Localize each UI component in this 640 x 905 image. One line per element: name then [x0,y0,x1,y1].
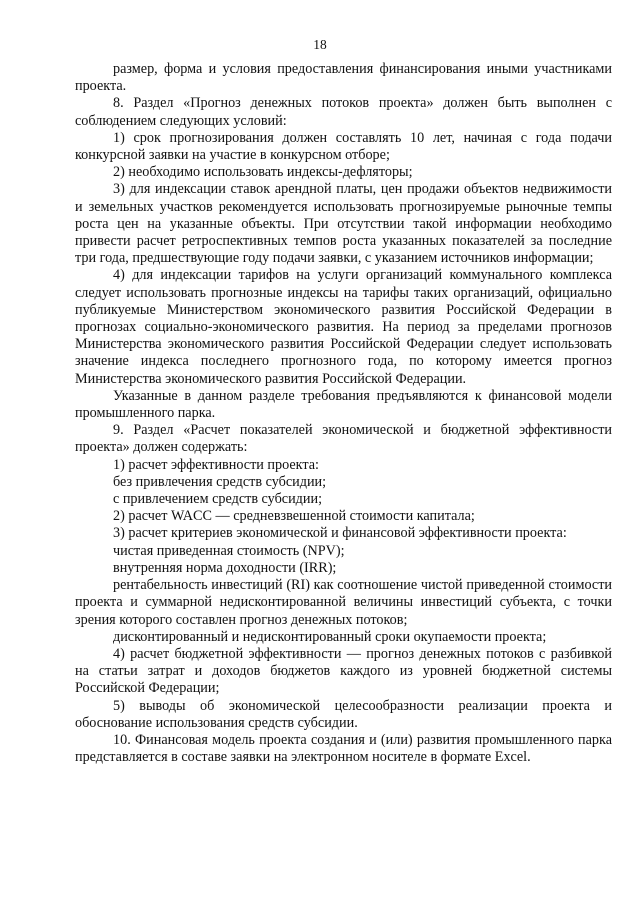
section-8-item-3: 3) для индексации ставок арендной платы, цен продажи объектов недвижимости и земельных участков рекомендуется использовать прогнозируемые рыночные темпы роста цен на указанные объекты. При отсутствии такой информации необходимо привести расчет ретроспективных темпов роста указанных показателей за последние три года, предшествующие году подачи заявки, с указанием источников информации; [75,181,612,267]
page-number: 18 [313,37,327,52]
section-9-item-4: 4) расчет бюджетной эффективности — прогноз денежных потоков с разбивкой на статьи затрат и доходов бюджетов каждого из уровней бюджетной системы Российской Федерации; [75,645,612,697]
section-9-item-2: 2) расчет WACC — средневзвешенной стоимости капитала; [113,508,475,525]
section-8-item-2: 2) необходимо использовать индексы-дефляторы; [113,164,413,181]
section-8-heading: 8. Раздел «Прогноз денежных потоков проекта» должен быть выполнен с соблюдением следующих условий: [75,95,612,129]
section-9-item-3: 3) расчет критериев экономической и финансовой эффективности проекта: [113,525,567,542]
section-9-heading: 9. Раздел «Расчет показателей экономической и бюджетной эффективности проекта» должен содержать: [75,422,612,456]
section-9-item-3-npv: чистая приведенная стоимость (NPV); [113,542,345,559]
section-9-item-1a: без привлечения средств субсидии; [113,473,327,490]
section-9-item-3-ri: рентабельность инвестиций (RI) как соотношение чистой приведенной стоимости проекта и суммарной недисконтированной величины инвестиций субъекта, с точки зрения которого составлен прогноз денежных потоков; [75,577,612,628]
section-8-note: Указанные в данном разделе требования предъявляются к финансовой модели промышленного парка. [75,387,612,422]
document-body [75,61,612,766]
section-9-item-3-irr: внутренняя норма доходности (IRR); [113,559,337,576]
section-8-item-4: 4) для индексации тарифов на услуги организаций коммунального комплекса следует использовать прогнозные индексы на тарифы таких организаций, официально публикуемые Министерством экономического развития Российской Федерации в прогнозах социально-экономического развития. На период за пределами прогнозов Министерства экономического развития Российской Федерации следует использовать значение индекса последнего прогнозного года, по которому имеется прогноз Министерства экономического развития Российской Федерации. [75,267,612,387]
section-8-item-1: 1) срок прогнозирования должен составлять 10 лет, начиная с года подачи конкурсной заявки на участие в конкурсном отборе; [75,129,612,164]
section-9-item-5: 5) выводы об экономической целесообразности реализации проекта и обоснование использования средств субсидии. [75,697,612,731]
section-9-item-1b: с привлечением средств субсидии; [113,491,323,508]
paragraph-continuation: размер, форма и условия предоставления финансирования иными участниками проекта. [75,61,612,95]
section-9-item-1: 1) расчет эффективности проекта: [113,456,319,473]
section-9-item-3-payback: дисконтированный и недисконтированный сроки окупаемости проекта; [113,628,547,645]
section-10: 10. Финансовая модель проекта создания и (или) развития промышленного парка представляется в составе заявки на электронном носителе в формате Excel. [75,731,612,766]
